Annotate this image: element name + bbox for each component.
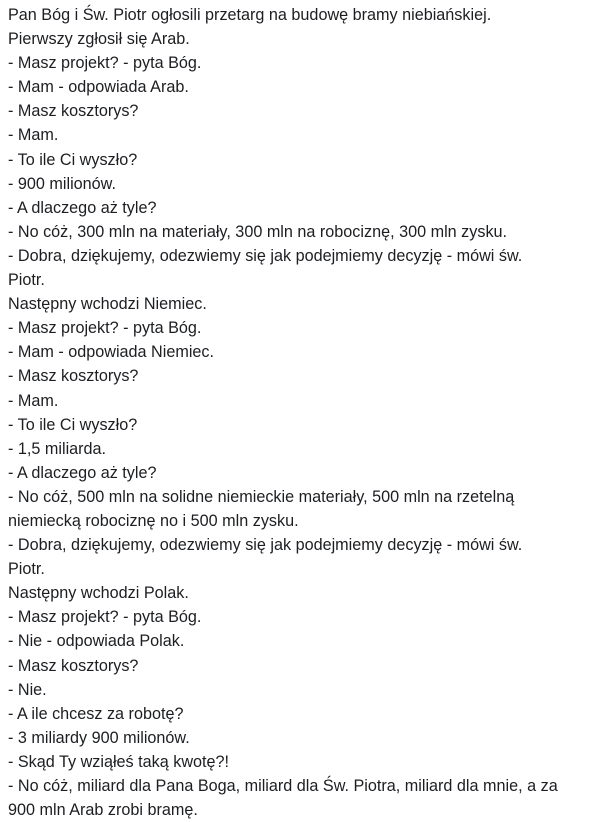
text-line: - Nie - odpowiada Polak. xyxy=(8,632,185,651)
text-line: - Masz projekt? - pyta Bóg. xyxy=(8,54,202,73)
text-line: - Dobra, dziękujemy, odezwiemy się jak podejmiemy decyzję - mówi św. xyxy=(8,246,523,265)
text-line: - Nie. xyxy=(8,680,47,699)
text-line: Pan Bóg i Św. Piotr ogłosili przetarg na budowę bramy niebiańskiej. xyxy=(8,6,492,24)
text-line: - 900 milionów. xyxy=(8,174,116,193)
text-line: - Mam. xyxy=(8,126,59,145)
text-line: Piotr. xyxy=(8,271,45,290)
text-line: - Mam - odpowiada Niemiec. xyxy=(8,343,215,362)
text-line: Pierwszy zgłosił się Arab. xyxy=(8,30,190,49)
text-line: niemiecką robociznę no i 500 mln zysku. xyxy=(8,511,299,530)
text-line: - A dlaczego aż tyle? xyxy=(8,463,157,482)
text-line: Następny wchodzi Niemiec. xyxy=(8,295,207,314)
text-line: - Mam - odpowiada Arab. xyxy=(8,78,189,97)
text-line: - No cóż, miliard dla Pana Boga, miliard dla Św. Piotra, miliard dla mnie, a za xyxy=(8,777,558,795)
text-line: - To ile Ci wyszło? xyxy=(8,415,138,434)
text-line: - A ile chcesz za robotę? xyxy=(8,704,184,723)
text-line: - A dlaczego aż tyle? xyxy=(8,198,157,217)
text-line: - Mam. xyxy=(8,391,59,410)
text-line: - Masz kosztorys? xyxy=(8,102,139,121)
text-line: - Skąd Ty wziąłeś taką kwotę?! xyxy=(8,752,230,771)
text-line: - 3 miliardy 900 milionów. xyxy=(8,728,190,747)
text-line: - Masz projekt? - pyta Bóg. xyxy=(8,608,202,627)
text-line: - Masz projekt? - pyta Bóg. xyxy=(8,319,202,338)
text-line: Następny wchodzi Polak. xyxy=(8,584,189,603)
text-line: - Masz kosztorys? xyxy=(8,656,139,675)
text-line: - No cóż, 300 mln na materiały, 300 mln na robociznę, 300 mln zysku. xyxy=(8,222,508,241)
text-line: - Dobra, dziękujemy, odezwiemy się jak podejmiemy decyzję - mówi św. xyxy=(8,536,523,555)
text-line: - To ile Ci wyszło? xyxy=(8,150,138,169)
text-line: Piotr. xyxy=(8,560,45,579)
text-line: - 1,5 miliarda. xyxy=(8,439,107,458)
text-line: - Masz kosztorys? xyxy=(8,367,139,386)
text-line: 900 mln Arab zrobi bramę. xyxy=(8,801,198,820)
text-line: - No cóż, 500 mln na solidne niemieckie materiały, 500 mln na rzetelną xyxy=(8,487,515,506)
